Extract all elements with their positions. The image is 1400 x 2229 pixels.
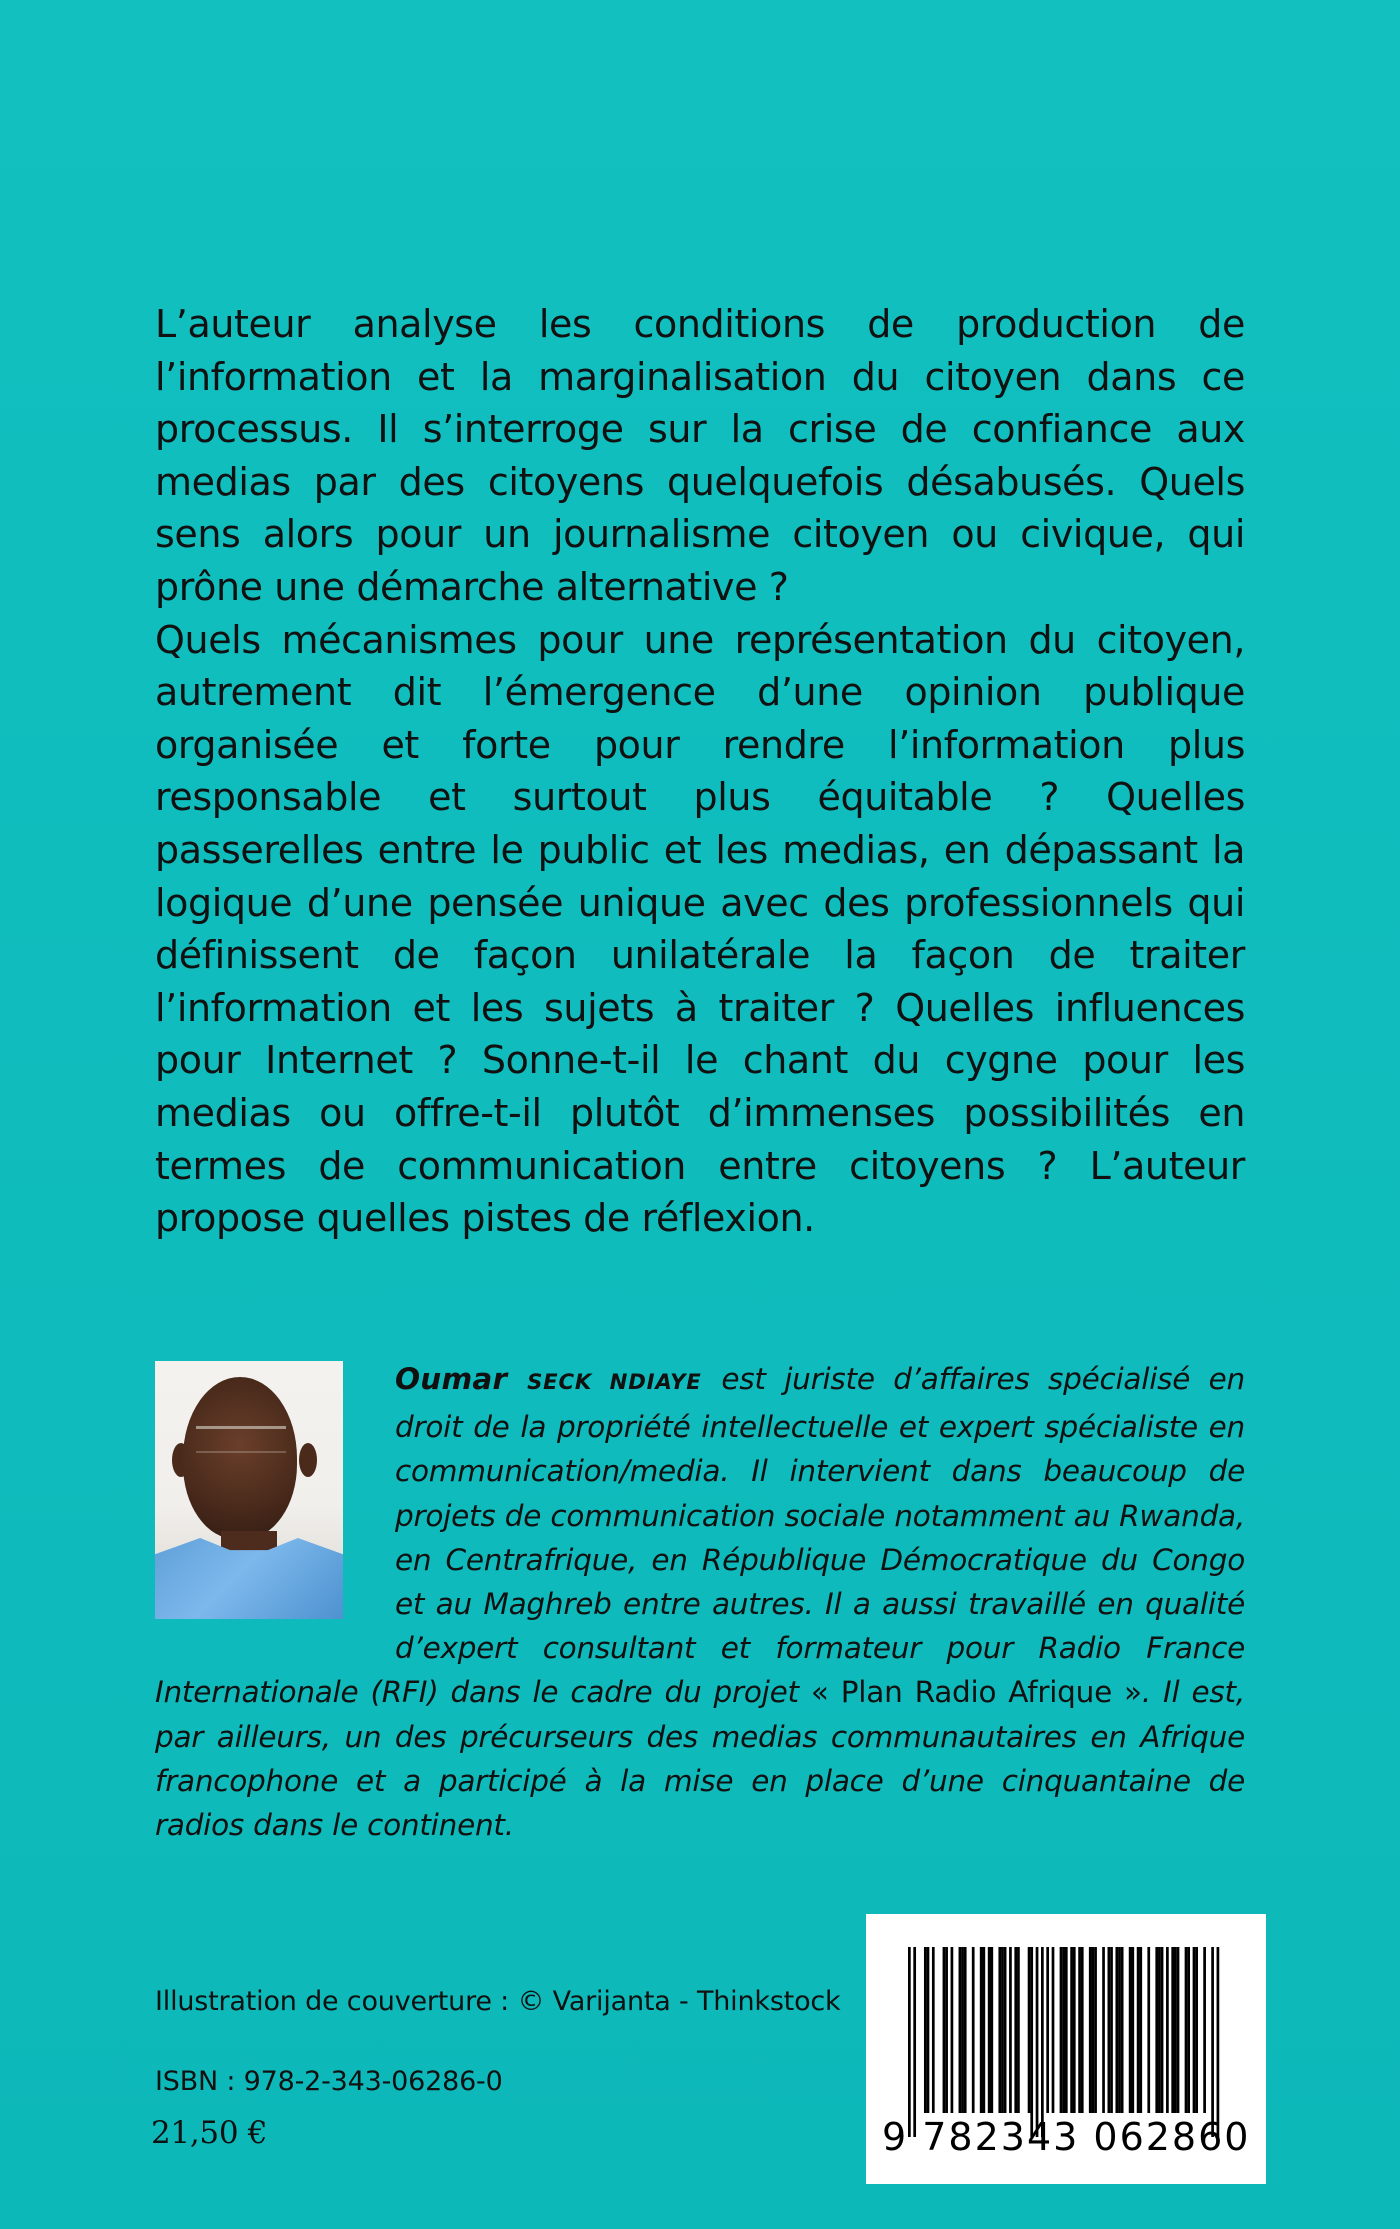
isbn-barcode [866,1914,1266,2184]
barcode-bar [982,1947,985,2113]
barcode-bar [1187,1947,1190,2113]
barcode-bar [1171,1947,1174,2113]
barcode-bar [1004,1947,1007,2113]
author-photo [155,1361,343,1619]
barcode-bar [1203,1947,1206,2113]
author-last-name: SECK NDIAYE [527,1370,702,1395]
barcode-bar [1046,1947,1049,2113]
author-first-name: Oumar [395,1362,508,1396]
barcode-bar [990,1947,993,2113]
barcode-bar [924,1947,927,2113]
barcode-bar [1081,1947,1084,2113]
barcode-bar [1155,1947,1158,2113]
barcode-bar [1195,1947,1198,2113]
author-photo-face [183,1377,297,1539]
barcode-bar [1147,1947,1150,2113]
barcode-bar [1060,1947,1063,2113]
barcode-bar [1137,1947,1140,2113]
cover-illustration-credit: Illustration de couverture : © Varijanta - Thinkstock [155,1986,841,2017]
author-photo-right-ear [299,1443,317,1477]
barcode-bar [1009,1947,1012,2113]
barcode-bar [1211,1947,1214,2137]
barcode-bar [1115,1947,1118,2113]
barcode-bar [913,1947,916,2137]
barcode-bar [964,1947,967,2113]
author-photo-glasses [196,1426,286,1453]
barcode-bar [1102,1947,1105,2113]
barcode-bar [1014,1947,1017,2113]
barcode-bar [1121,1947,1124,2113]
barcode-bar [1052,1947,1055,2113]
barcode-bar [1028,1947,1031,2113]
barcode-bar [1161,1947,1164,2113]
author-bio-text-part-2: . Il est, par ailleurs, un des précurseurs des medias communautaires en Afrique francophone et a participé à la mise en place d’une cinquantaine de radios dans le continent. [155,1675,1245,1843]
barcode-bar [1036,1947,1039,2137]
barcode-bar [908,1947,911,2137]
book-summary [155,298,1245,1245]
barcode-bar [927,1947,930,2113]
barcode-bar [972,1947,975,2113]
barcode-bar [1092,1947,1095,2113]
barcode-bar [1131,1947,1134,2113]
author-photo-shirt [155,1538,343,1619]
author-bio-text-part-1: est juriste d’affaires spécialisé en droit de la propriété intellectuelle et expert spécialiste en communication/media. Il intervient dans beaucoup de projets de communication sociale notamment au Rwanda, en Centrafrique, en République Démocratique du Congo et au Maghreb entre autres. Il a aussi travaillé en qualité d’expert consultant et formateur pour Radio France Internationale (RFI) dans le cadre du projet [155,1362,1245,1710]
barcode-bar [1070,1947,1073,2113]
barcode-bar [1062,1947,1065,2113]
barcode-bar [1065,1947,1068,2113]
barcode-bar [1089,1947,1092,2113]
book-price: 21,50 € [151,2115,268,2151]
author-biography [155,1357,1245,1847]
barcode-bar [1139,1947,1142,2113]
barcode-bar [988,1947,991,2113]
barcode-bar [1217,1947,1220,2137]
barcode-digits: 9 782343 062860 [882,2115,1251,2159]
barcode-bar [951,1947,954,2113]
barcode-bar [1001,1947,1004,2113]
barcode-bar [998,1947,1001,2113]
barcode-bar [1041,1947,1044,2137]
barcode-bar [1110,1947,1113,2113]
barcode-bar [1158,1947,1161,2113]
barcode-bar [959,1947,962,2113]
barcode-bar [1174,1947,1177,2113]
barcode-bar [1177,1947,1180,2113]
barcode-bar [980,1947,983,2113]
barcode-bar [1108,1947,1111,2113]
barcode-bar [1166,1947,1169,2113]
author-bio-project-name: « Plan Radio Afrique » [810,1675,1142,1710]
barcode-bar [1185,1947,1188,2113]
barcode-bar [932,1947,935,2113]
barcode-bar [1017,1947,1020,2113]
barcode-bar [943,1947,946,2113]
isbn-number: ISBN : 978-2-343-06286-0 [155,2066,503,2097]
barcode-bar [1078,1947,1081,2113]
barcode-bar [1118,1947,1121,2113]
barcode-bar [1129,1947,1132,2113]
barcode-bar [1030,1947,1033,2137]
summary-paragraph-1: L’auteur analyse les conditions de production de l’information et la marginalisation du citoyen dans ce processus. Il s’interroge sur la crise de confiance aux medias par des citoyens quelquefois désabusés. Quels sens alors pour un journalisme citoyen ou civique, qui prône une démarche alternative ? [155,302,1245,609]
barcode-bar [945,1947,948,2113]
summary-paragraph-2: Quels mécanismes pour une représentation du citoyen, autrement dit l’émergence d’une opinion publique organisée et forte pour rendre l’information plus responsable et surtout plus équitable ? Quelles passerelles entre le public et les medias, en dépassant la logique d’une pensée unique avec des professionnels qui définissent de façon unilatérale la façon de traiter l’information et les sujets à traiter ? Quelles influences pour Internet ? Sonne-t-il le chant du cygne pour les medias ou offre-t-il plutôt d’immenses possibilités en termes de communication entre citoyens ? L’auteur propose quelles pistes de réflexion. [155,617,1245,1241]
barcode-bar [961,1947,964,2113]
barcode-bar [1094,1947,1097,2113]
barcode-bar [1193,1947,1196,2113]
author-name [395,1362,721,1396]
barcode-bar [1073,1947,1076,2113]
